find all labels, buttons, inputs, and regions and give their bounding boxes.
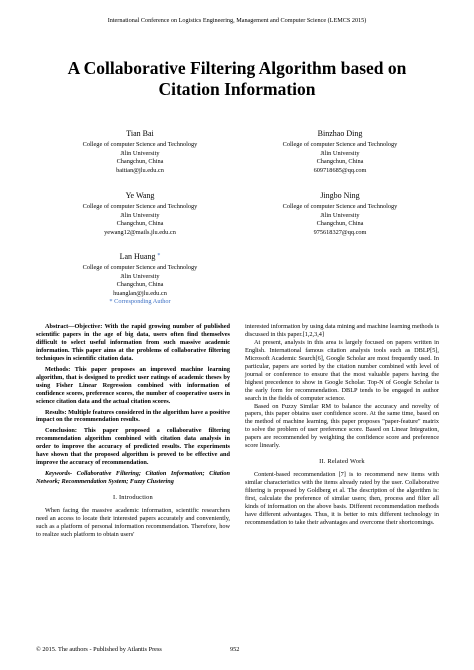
intro-paragraph: When facing the massive academic information, scientific researchers need an access to locate their interested papers accurately and conveniently, such as a platform of personal information recommendation. Therefore, how to realize such platform to obtain users'	[36, 507, 230, 538]
author-university: Jilin University	[120, 211, 160, 219]
author-affiliation: College of computer Science and Technology	[282, 141, 398, 148]
body-paragraph: Content-based recommendation [7] is to recommend new items with similar characteristics with the items already rated by the user. Collaborative filtering is proposed by Goldberg et al. The description of the algorithm is: first, calculate the preference of similar users; then, process and filter all kinds of information on the above basis. Different recommendation methods have different advantages. Thus, it is better to mix different technology in recommendation to take their advantages and overcome their shortcomings.	[245, 471, 439, 526]
author-name: Jingbo Ning	[320, 191, 360, 200]
author-email: huanglan@jlu.edu.cn	[113, 289, 167, 297]
author-name: Ye Wang	[125, 191, 155, 200]
author-block	[245, 190, 435, 237]
author-affiliation: College of computer Science and Technology	[282, 203, 398, 210]
author-city: Changchun, China	[316, 158, 364, 166]
title-line-2: Citation Information	[158, 79, 316, 99]
author-city: Changchun, China	[316, 220, 364, 228]
author-email: baitian@jlu.edu.cn	[116, 166, 164, 174]
corresponding-author-note: * Corresponding Author	[109, 298, 171, 306]
author-city: Changchun, China	[116, 220, 164, 228]
author-university: Jilin University	[320, 211, 360, 219]
page-number: 952	[230, 646, 240, 653]
author-name-text: Lan Huang	[119, 252, 156, 261]
conclusion-text: Conclusion: This paper proposed a collaborative filtering recommendation algorithm combined with citation data analysis in order to improve the accuracy of predicted results. The experiments have shown that the proposed algorithm is proved to be effective and improve the accuracy of recommendation.	[36, 427, 230, 467]
author-affiliation: College of computer Science and Technology	[82, 264, 198, 271]
author-email: 609718685@qq.com	[313, 166, 367, 174]
author-university: Jilin University	[120, 149, 160, 157]
author-city: Changchun, China	[116, 158, 164, 166]
author-block	[45, 190, 235, 237]
left-column	[36, 323, 230, 539]
author-block	[45, 128, 235, 175]
title-line-1: A Collaborative Filtering Algorithm based on	[67, 58, 407, 78]
author-email: yewang12@mails.jlu.edu.cn	[104, 228, 176, 236]
right-column	[245, 323, 439, 527]
keywords-text: Keywords- Collaborative Filtering; Citation Information; Citation Network; Recommendation System; Fuzzy Clustering	[36, 470, 230, 486]
section-heading-related-work: II. Related Work	[319, 458, 365, 466]
author-affiliation: College of computer Science and Technology	[82, 203, 198, 210]
author-university: Jilin University	[320, 149, 360, 157]
author-city: Changchun, China	[116, 281, 164, 289]
section-heading-introduction: I. Introduction	[113, 494, 153, 502]
corresponding-star: *	[157, 253, 161, 259]
conference-header: International Conference on Logistics Engineering, Management and Computer Science (LEMCS 2015)	[107, 17, 367, 24]
results-text: Results: Multiple features considered in the algorithm have a positive impact on the recommendation results.	[36, 408, 230, 424]
paper-title	[30, 58, 444, 100]
author-email: 975618327@qq.com	[313, 228, 367, 236]
author-name	[45, 251, 235, 262]
continued-paragraph: interested information by using data mining and machine learning methods is discussed in this paper.[1,2,3,4]	[245, 323, 439, 338]
copyright-footer: © 2015. The authors - Published by Atlantis Press	[36, 646, 162, 653]
author-name: Tian Bai	[126, 129, 154, 138]
body-paragraph: Based on Fuzzy Similar RM to balance the accuracy and novelty of papers, this paper obtains user confidence score. At the same time, based on the method of machine learning, this paper proposes "paper-feature" matrix to solve the problem of user preference score. Based on Linear Integration, papers are recommended by weighting the confidence score and preference score linearly.	[245, 402, 439, 450]
author-affiliation: College of computer Science and Technology	[82, 141, 198, 148]
abstract-text: Abstract—Objective: With the rapid growing number of published scientific papers in the age of big data, users often find themselves difficult to select useful information from such massive academic information. This paper aims at the problems of collaborative filtering techniques in scientific citation data.	[36, 323, 230, 362]
author-block	[45, 251, 235, 307]
methods-text: Methods: This paper proposes an improved machine learning algorithm, that is designed to predict user ratings of academic theses by using Fisher Linear Regression combined with information of confidence scores, preference scores, the number of cooperative users in science citation data and the actual citation scores.	[36, 365, 230, 405]
author-block	[245, 128, 435, 175]
author-university: Jilin University	[120, 272, 160, 280]
body-paragraph: At present, analysis in this area is largely focused on papers written in English. International famous citation analysis tools such as DBLP[5], Microsoft Academic Search[6], Google Scholar are most frequently used. In particular, papers are sorted by the citation number combined with level of journal or conference to ensure that the most valuable papers having the highest precedence to show in Google Scholar. Top-N of Google Scholar is the early form for recommendation. DBLP tends to be engaged in author search in the fields of computer science.	[245, 338, 439, 402]
author-name: Binzhao Ding	[317, 129, 363, 138]
